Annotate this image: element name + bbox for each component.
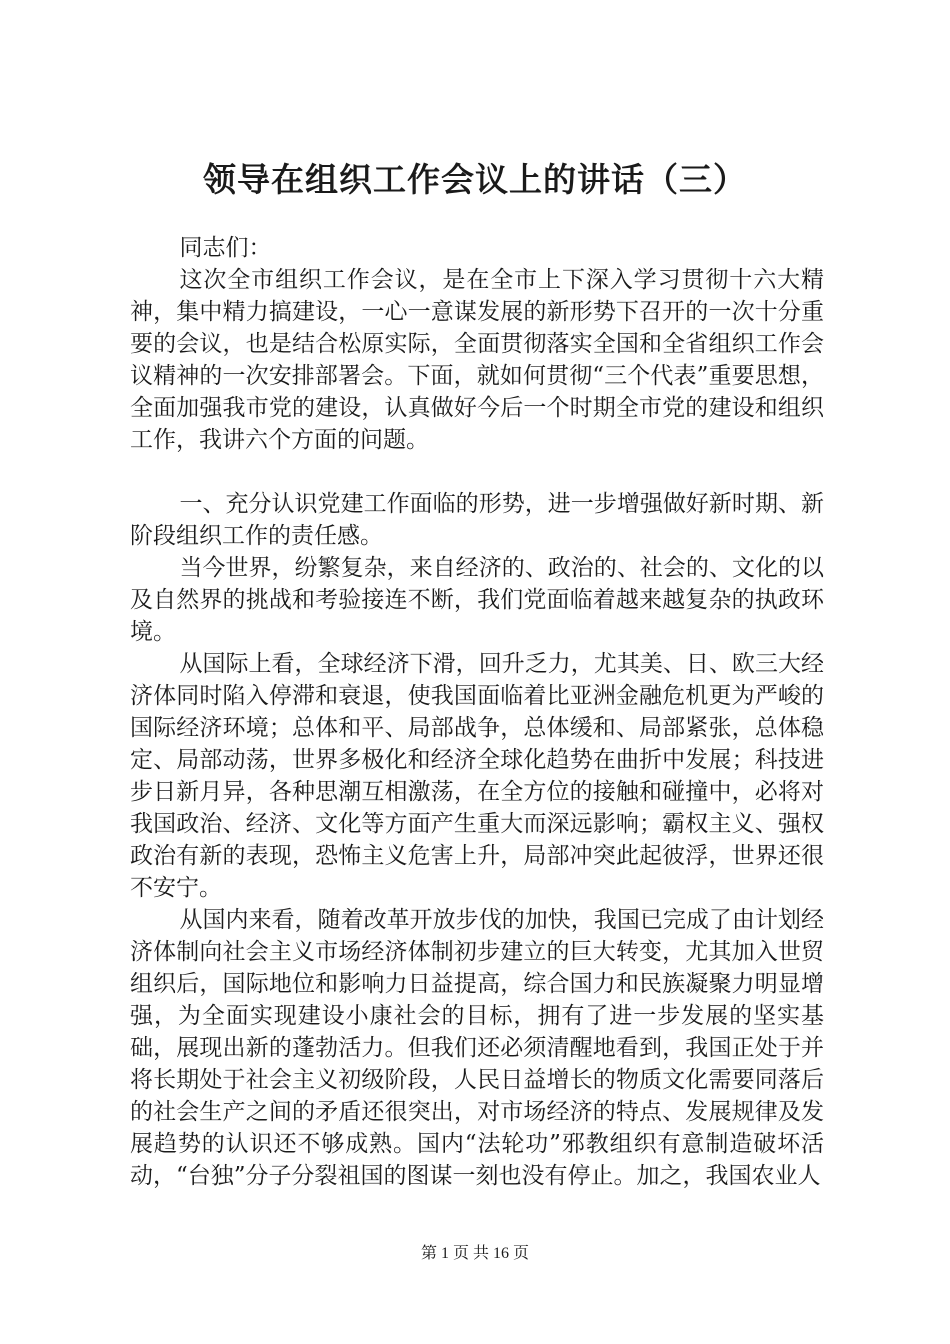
salutation-paragraph: 同志们：: [179, 235, 272, 261]
body-paragraph: 当今世界，纷繁复杂，来自经济的、政治的、社会的、文化的以及自然界的挑战和考验接连不断，我们党面临着越来越复杂的执政环境。: [130, 555, 824, 645]
body-paragraph: 从国际上看，全球经济下滑，回升乏力，尤其美、日、欧三大经济体同时陷入停滞和衰退，使我国面临着比亚洲金融危机更为严峻的国际经济环境；总体和平、局部战争，总体缓和、局部紧张，总体稳定、局部动荡，世界多极化和经济全球化趋势在曲折中发展；科技进步日新月异，各种思潮互相激荡，在全方位的接触和碰撞中，必将对我国政治、经济、文化等方面产生重大而深远影响；霸权主义、强权政治有新的表现，恐怖主义危害上升，局部冲突此起彼浮，世界还很不安宁。: [130, 651, 824, 901]
body-paragraph: 从国内来看，随着改革开放步伐的加快，我国已完成了由计划经济体制向社会主义市场经济体制初步建立的巨大转变，尤其加入世贸组织后，国际地位和影响力日益提高，综合国力和民族凝聚力明显增强，为全面实现建设小康社会的目标，拥有了进一步发展的坚实基础，展现出新的蓬勃活力。但我们还必须清醒地看到，我国正处于并将长期处于社会主义初级阶段，人民日益增长的物质文化需要同落后的社会生产之间的矛盾还很突出，对市场经济的特点、发展规律及发展趋势的认识还不够成熟。国内“法轮功”邪教组织有意制造破坏活动，“台独”分子分裂祖国的图谋一刻也没有停止。加之，我国农业人: [130, 907, 824, 1189]
document-body: [130, 232, 824, 1192]
page-number-footer: 第 1 页 共 16 页: [420, 1245, 529, 1262]
document-title: 领导在组织工作会议上的讲话（三）: [203, 160, 747, 199]
intro-paragraph: 这次全市组织工作会议，是在全市上下深入学习贯彻十六大精神，集中精力搞建设，一心一意谋发展的新形势下召开的一次十分重要的会议，也是结合松原实际，全面贯彻落实全国和全省组织工作会议精神的一次安排部署会。下面，就如何贯彻“三个代表”重要思想，全面加强我市党的建设，认真做好今后一个时期全市党的建设和组织工作，我讲六个方面的问题。: [130, 267, 824, 453]
section-heading-paragraph: 一、充分认识党建工作面临的形势，进一步增强做好新时期、新阶段组织工作的责任感。: [130, 491, 824, 549]
